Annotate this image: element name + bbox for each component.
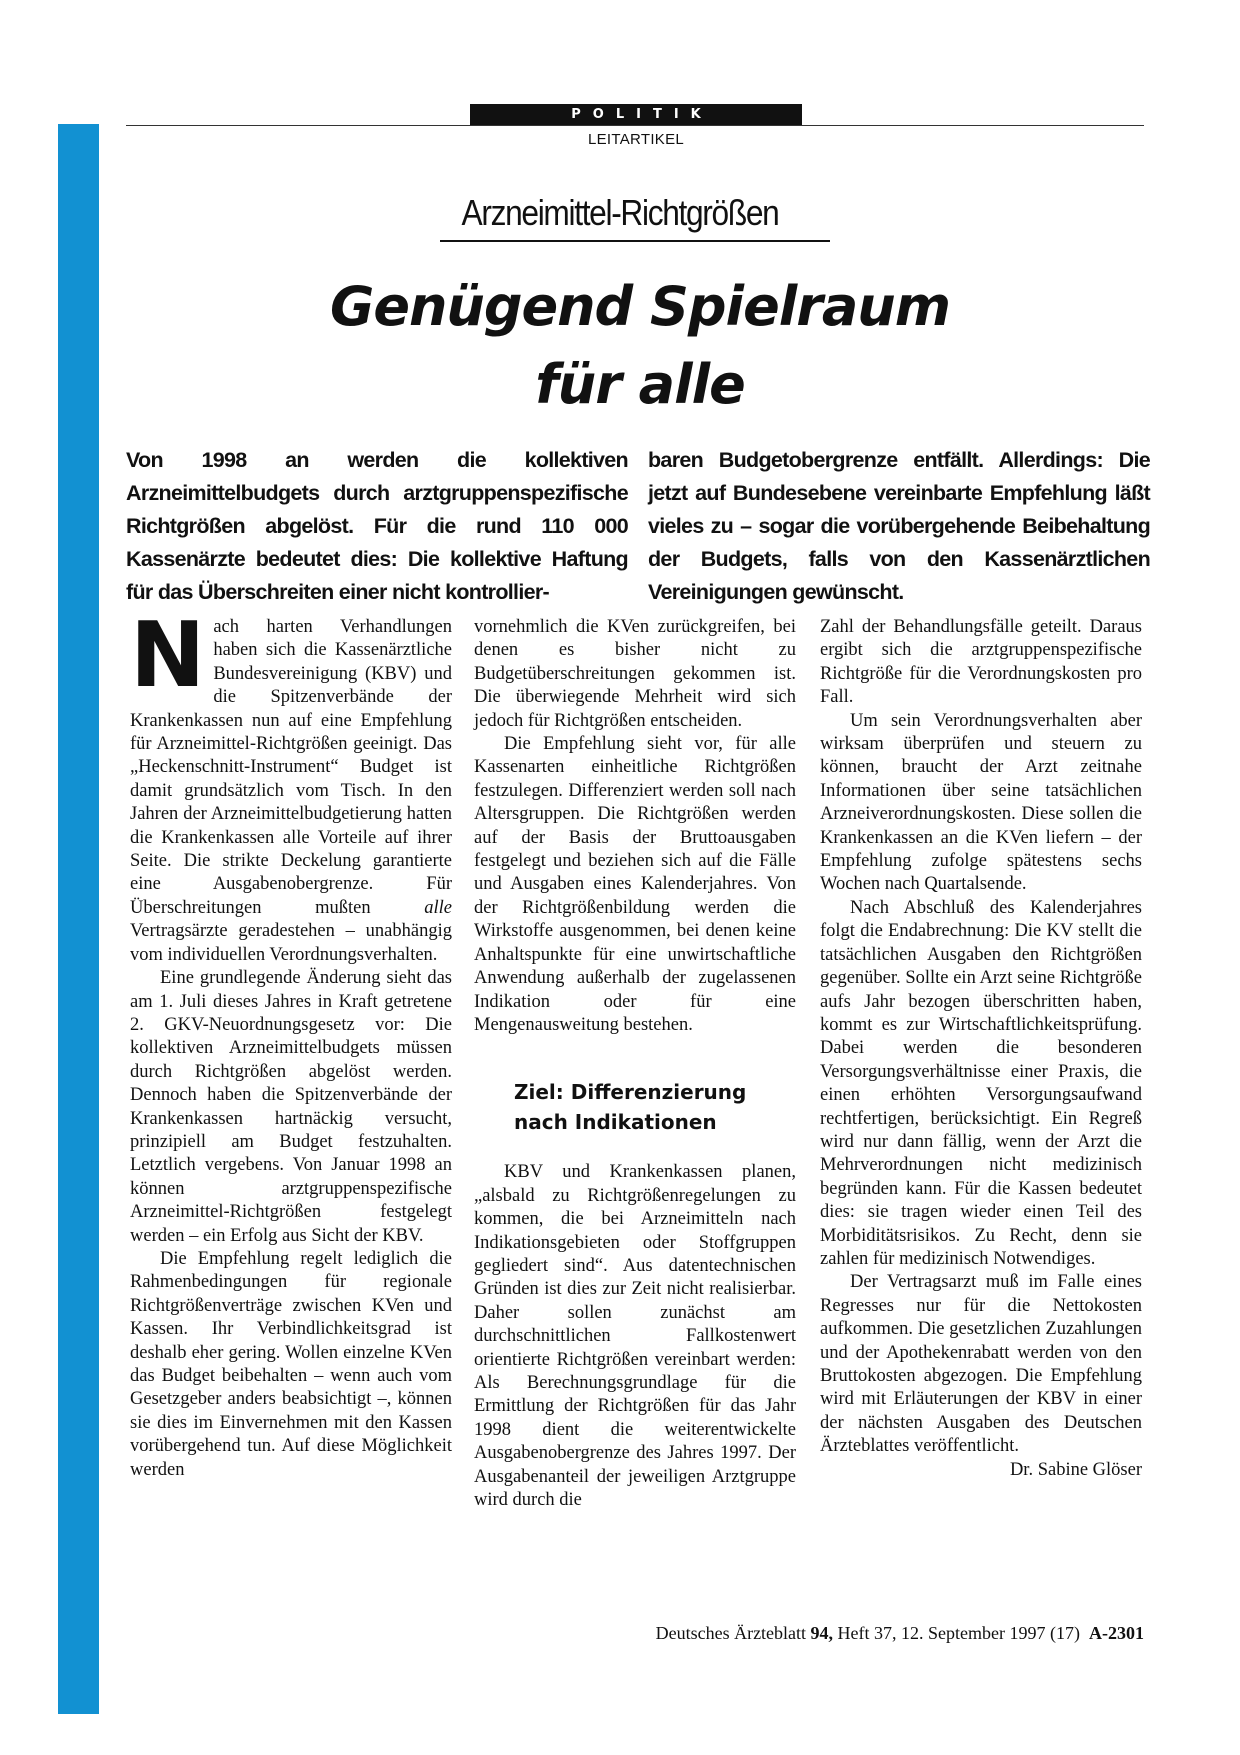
section-label: POLITIK: [470, 104, 802, 125]
paragraph: Um sein Verordnungsverhalten aber wirksam überprüfen und steuern zu können, braucht der Arzt zeitnahe Informationen über seine tatsächlichen Arzneiverordnungskosten. Diese sollen die Krankenkassen an die KVen liefern – der Empfehlung zufolge spätestens sechs Wochen nach Quartalsende.: [820, 710, 1142, 895]
paragraph: Nach Abschluß des Kalenderjahres folgt die Endabrechnung: Die KV stellt die tatsächlichen Ausgaben den Richtgrößen gegenüber. Sollte ein Arzt seine Richtgröße aufs Jahr bezogen überschritten haben, kommt es zur Wirtschaftlichkeitsprüfung. Dabei werden die besonderen Versorgungsverhältnisse einer Praxis, die einen erhöhten Versorgungsaufwand rechtfertigen, berücksichtigt. Ein Regreß wird nur dann fällig, wenn der Arzt die Mehrverordnungen nicht medizinisch begründen kann. Für die Kassen bedeutet dies: sie tragen wieder einen Teil des Morbiditätsrisikos. Zu Recht, denn sie zahlen für medizinisch Notwendiges.: [820, 897, 1142, 1269]
headline-line-1: Genügend Spielraum: [330, 275, 950, 338]
paragraph: Nach harten Verhandlungen haben sich die Kassenärztliche Bundesvereinigung (KBV) und die Spitzenverbände der Krankenkassen nun auf eine Empfehlung für Arzneimittel-Richtgrößen geeinigt. Das „Heckenschnitt-Instrument“ Budget ist damit grundsätzlich vom Tisch. In den Jahren der Arzneimittelbudgetierung hatten die Krankenkassen alle Vorteile auf ihrer Seite. Die strikte Deckelung garantierte eine Ausgabenobergrenze. Für Überschreitungen mußten alle Vertragsärzte geradestehen – unabhängig vom individuellen Verordnungsverhalten.: [130, 603, 452, 965]
paragraph: Die Empfehlung regelt lediglich die Rahmenbedingungen für regionale Richtgrößenverträge zwischen KVen und Kassen. Ihr Verbindlichkeitsgrad ist deshalb eher gering. Wollen einzelne KVen das Budget beibehalten – wenn auch vom Gesetzgeber anders beabsichtigt –, können sie dies im Einvernehmen mit den Kassen vorübergehend tun. Auf diese Möglichkeit werden: [130, 1248, 452, 1480]
volume: 94,: [810, 1623, 834, 1643]
lead-right: baren Budgetobergrenze entfällt. Allerdings: Die jetzt auf Bundesebene vereinbarte Empfehlung läßt vieles zu – sogar die vorübergehende Beibehaltung der Budgets, falls von den Kassenärztlichen Vereinigungen gewünscht.: [648, 448, 1150, 604]
header-rule: [126, 125, 1144, 126]
headline-line-2: für alle: [535, 353, 745, 416]
lead-left: Von 1998 an werden die kollektiven Arzneimittelbudgets durch arztgruppenspezifische Richtgrößen abgelöst. Für die rund 110 000 Kassenärzte bedeutet dies: Die kollektive Haftung für das Überschreiten einer nicht kontrollier-: [126, 448, 628, 604]
paragraph: Der Vertragsarzt muß im Falle eines Regresses nur für die Nettokosten aufkommen. Die gesetzlichen Zuzahlungen und der Apothekenrabatt werden von den Bruttokosten abgezogen. Die Empfehlung wird mit Erläuterungen der KBV in einer der nächsten Ausgaben des Deutschen Ärzteblattes veröffentlicht. Dr. Sabine Glöser: [820, 1271, 1142, 1458]
drop-cap: N: [130, 603, 206, 708]
page-footer: [580, 1623, 1144, 1644]
page-number: A-2301: [1089, 1623, 1144, 1643]
body-column-2: [474, 616, 796, 1512]
body-column-3: [820, 616, 1142, 1482]
kicker: Arzneimittel-Richtgrößen: [461, 192, 779, 233]
kicker-rule: [440, 240, 830, 242]
paragraph: KBV und Krankenkassen planen, „alsbald zu Richtgrößenregelungen zu kommen, die bei Arzneimitteln nach Indikationsgebieten oder Stoffgruppen gegliedert sind“. Aus datentechnischen Gründen ist dies zur Zeit nicht realisierbar. Daher sollen zunächst am durchschnittlichen Fallkostenwert orientierte Richtgrößen vereinbart werden: Als Berechnungsgrundlage für die Ermittlung der Richtgrößen für das Jahr 1998 dient die weiterentwickelte Ausgabenobergrenze des Jahres 1997. Der Ausgabenanteil der jeweiligen Arztgruppe wird durch die: [474, 1162, 796, 1510]
blue-side-bar: [58, 124, 99, 1714]
issue-info: Heft 37, 12. September 1997 (17): [837, 1623, 1080, 1643]
paragraph: Eine grundlegende Änderung sieht das am 1. Juli dieses Jahres in Kraft getretene 2. GKV-Neuordnungsgesetz vor: Die kollektiven Arzneimittelbudgets müssen durch Richtgrößen abgelöst werden. Dennoch haben die Spitzenverbände der Krankenkassen hartnäckig versucht, prinzipiell am Budget festzuhalten. Letztlich vergebens. Von Januar 1998 an können arztgruppenspezifische Arzneimittel-Richtgrößen festgelegt werden – ein Erfolg aus Sicht der KBV.: [130, 968, 452, 1246]
subheading: Ziel: Differenzierung nach Indikationen: [514, 1080, 747, 1135]
paragraph: Zahl der Behandlungsfälle geteilt. Daraus ergibt sich die arztgruppenspezifische Richtgröße für die Verordnungskosten pro Fall.: [820, 617, 1142, 708]
subsection-label: LEITARTIKEL: [587, 131, 685, 148]
journal-name: Deutsches Ärzteblatt: [655, 1623, 807, 1643]
paragraph: vornehmlich die KVen zurückgreifen, bei denen es bisher nicht zu Budgetüberschreitungen gekommen ist. Die überwiegende Mehrheit wird sich jedoch für Richtgrößen entscheiden.: [474, 617, 796, 731]
headline: [140, 268, 1140, 424]
paragraph: Die Empfehlung sieht vor, für alle Kassenarten einheitliche Richtgrößen festzulegen. Differenziert werden soll nach Altersgruppen. Die Richtgrößen werden auf der Basis der Bruttoausgaben festgelegt und beziehen sich auf die Fälle und Ausgaben eines Kalenderjahres. Von der Richtgrößenbildung werden die Wirkstoffe ausgenommen, bei denen keine Anhaltspunkte für eine unwirtschaftliche Anwendung außerhalb der zugelassenen Indikation oder für eine Mengenausweitung bestehen.: [474, 734, 796, 1035]
body-column-1: [130, 603, 452, 1482]
author-name: Dr. Sabine Glöser: [1009, 1459, 1142, 1480]
